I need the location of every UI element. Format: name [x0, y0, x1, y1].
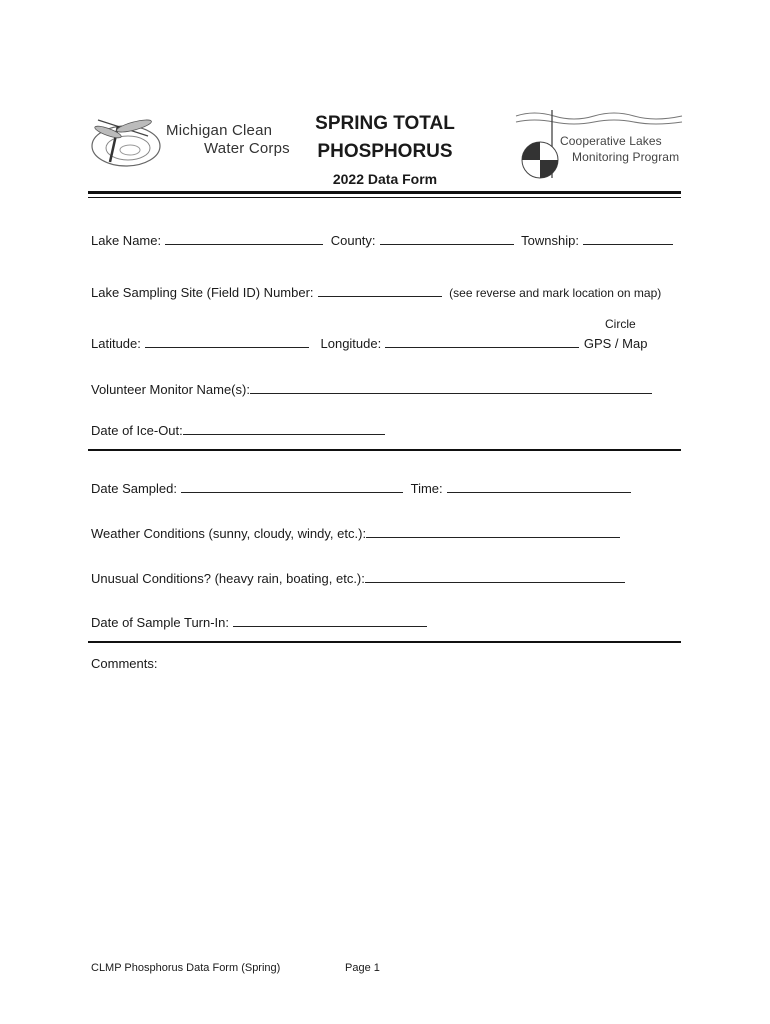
michigan-clean-water-corps-logo — [88, 112, 298, 172]
weather-label: Weather Conditions (sunny, cloudy, windy, etc.): — [91, 526, 367, 541]
volunteer-row — [91, 381, 652, 397]
unusual-label: Unusual Conditions? (heavy rain, boating, etc.): — [91, 571, 365, 586]
gps-map-option[interactable]: GPS / Map — [583, 336, 648, 351]
lake-name-row — [91, 232, 673, 248]
date-sampled-label: Date Sampled: — [91, 481, 177, 496]
cooperative-lakes-logo — [514, 108, 684, 180]
site-id-note: (see reverse and mark location on map) — [449, 286, 662, 300]
section-divider-2 — [88, 641, 681, 643]
right-logo-line1: Cooperative Lakes — [560, 134, 662, 148]
time-input[interactable] — [447, 480, 631, 493]
latitude-input[interactable] — [145, 335, 309, 348]
volunteer-input[interactable] — [250, 381, 652, 394]
weather-input[interactable] — [366, 525, 620, 538]
date-sampled-row — [91, 480, 631, 496]
footer-form-name: CLMP Phosphorus Data Form (Spring) — [91, 962, 281, 974]
circle-label: Circle — [605, 317, 636, 331]
ice-out-label: Date of Ice-Out: — [91, 423, 183, 438]
date-sampled-input[interactable] — [181, 480, 403, 493]
comments-label: Comments: — [91, 656, 158, 671]
site-id-input[interactable] — [318, 284, 442, 297]
left-logo-line2: Water Corps — [204, 140, 290, 157]
unusual-row — [91, 570, 625, 586]
left-logo-line1: Michigan Clean — [166, 122, 273, 139]
turn-in-row — [91, 614, 427, 630]
turn-in-label: Date of Sample Turn-In: — [91, 615, 230, 630]
right-logo-line2: Monitoring Program — [572, 150, 680, 164]
form-title-line2: PHOSPHORUS — [317, 141, 453, 162]
header-rule-thick — [88, 191, 681, 194]
site-id-label: Lake Sampling Site (Field ID) Number: — [91, 285, 314, 300]
lake-name-input[interactable] — [165, 232, 323, 245]
latitude-label: Latitude: — [91, 336, 141, 351]
footer-page-number: Page 1 — [345, 962, 380, 974]
section-divider-1 — [88, 449, 681, 451]
lake-name-label: Lake Name: — [91, 233, 162, 248]
turn-in-input[interactable] — [233, 614, 427, 627]
township-label: Township: — [521, 233, 579, 248]
dragonfly-icon — [88, 112, 168, 172]
ice-out-row — [91, 422, 385, 438]
form-title-line1: SPRING TOTAL — [315, 113, 455, 134]
longitude-input[interactable] — [385, 335, 579, 348]
coordinates-row — [91, 335, 647, 351]
county-input[interactable] — [380, 232, 514, 245]
site-id-row — [91, 284, 661, 300]
unusual-input[interactable] — [365, 570, 625, 583]
header-rule-thin — [88, 197, 681, 198]
volunteer-label: Volunteer Monitor Name(s): — [91, 382, 250, 397]
longitude-label: Longitude: — [320, 336, 382, 351]
time-label: Time: — [410, 481, 443, 496]
comments-area[interactable] — [88, 676, 681, 946]
county-label: County: — [330, 233, 376, 248]
ice-out-input[interactable] — [183, 422, 385, 435]
township-input[interactable] — [583, 232, 673, 245]
form-subtitle: 2022 Data Form — [332, 171, 438, 187]
weather-row — [91, 525, 620, 541]
